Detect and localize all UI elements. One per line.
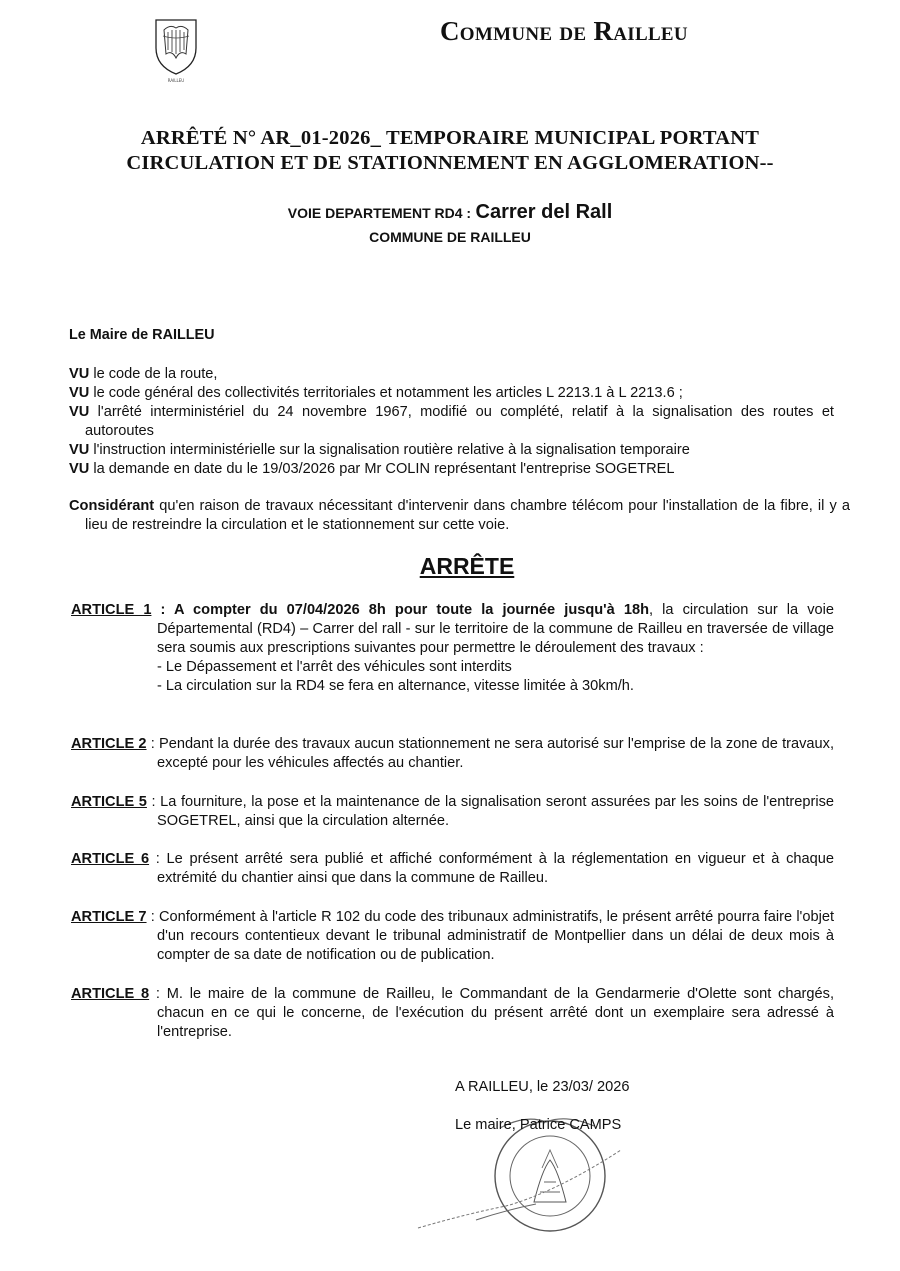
article-6 (71, 850, 834, 888)
vu-text: l'arrêté interministériel du 24 novembre 1967, modifié ou complété, relatif à la signalisation des routes et autoroutes (85, 404, 834, 439)
vu-keyword: VU (69, 404, 90, 420)
article-5-text: : La fourniture, la pose et la maintenance de la signalisation seront assurées par les soins de l'entreprise SOGETREL, ainsi que la circulation alternée. (146, 794, 835, 829)
arrete-title-line-2: CIRCULATION ET DE STATIONNEMENT EN AGGLOMERATION-- (126, 152, 774, 174)
vu-keyword: VU (69, 385, 90, 401)
vu-item (69, 460, 834, 479)
article-8-label: ARTICLE 8 (71, 986, 150, 1002)
article-6-label: ARTICLE 6 (71, 851, 150, 867)
article-2-label: ARTICLE 2 (71, 736, 147, 752)
article-1-bullet: - Le Dépassement et l'arrêt des véhicules sont interdits (157, 659, 512, 675)
commune-subtitle: COMMUNE DE RAILLEU (369, 229, 531, 245)
vu-keyword: VU (69, 442, 90, 458)
considerant-keyword: Considérant (69, 498, 155, 514)
considerant-paragraph (69, 497, 850, 535)
arrete-title (0, 126, 900, 176)
vu-item (69, 403, 834, 441)
maire-heading: Le Maire de RAILLEU (69, 327, 215, 343)
article-7 (71, 908, 834, 965)
article-2 (71, 735, 834, 773)
voie-label: VOIE DEPARTEMENT RD4 : (287, 205, 472, 221)
vu-keyword: VU (69, 461, 90, 477)
commune-title: Commune de Railleu (440, 16, 688, 46)
article-1-text: , la circulation sur la voie Départemental (RD4) – Carrer del rall - sur le territoire de la commune de Railleu en traversée de village sera soumis aux prescriptions suivantes pour permettre le déroulement des travaux : (157, 602, 835, 656)
svg-text:RAILLEU: RAILLEU (167, 78, 185, 83)
voie-line (0, 201, 900, 224)
article-1-bold-text: A compter du 07/04/2026 8h pour toute la journée jusqu'à 18h (173, 602, 650, 618)
voie-name: Carrer del Rall (475, 201, 613, 223)
vu-text: la demande en date du le 19/03/2026 par Mr COLIN représentant l'entreprise SOGETREL (89, 461, 675, 477)
article-1-bullets (157, 658, 834, 696)
arrete-title-line-1: ARRÊTÉ N° AR_01-2026_ TEMPORAIRE MUNICIPAL PORTANT (140, 127, 760, 149)
article-8 (71, 985, 834, 1042)
vu-item (69, 441, 834, 460)
considerant-text: qu'en raison de travaux nécessitant d'intervenir dans chambre télécom pour l'installation de la fibre, il y a lieu de restreindre la circulation et le stationnement sur cette voie. (85, 498, 850, 533)
article-5-label: ARTICLE 5 (71, 794, 147, 810)
vu-text: le code de la route, (89, 366, 218, 382)
article-7-text: : Conformément à l'article R 102 du code des tribunaux administratifs, le présent arrêté pourra faire l'objet d'un recours contentieux devant le tribunal administratif de Montpellier dans un délai de deux mois à compter de sa date de notification ou de publication. (146, 909, 834, 963)
article-1 (71, 601, 834, 696)
article-1-sep: : (151, 602, 174, 618)
article-7-label: ARTICLE 7 (71, 909, 147, 925)
article-1-label: ARTICLE 1 (71, 602, 152, 618)
vu-item (69, 365, 834, 384)
place-date: A RAILLEU, le 23/03/ 2026 (455, 1079, 630, 1095)
signer: Le maire, Patrice CAMPS (455, 1117, 622, 1133)
article-8-text: : M. le maire de la commune de Railleu, le Commandant de la Gendarmerie d'Olette sont chargés, chacun en ce qui le concerne, de l'exécution du présent arrêté dont un exemplaire sera adressé à l'entreprise. (149, 986, 835, 1040)
vu-list (69, 365, 834, 479)
article-1-bullet: - La circulation sur la RD4 se fera en alternance, vitesse limitée à 30km/h. (157, 678, 634, 694)
vu-keyword: VU (69, 366, 90, 382)
article-5 (71, 793, 834, 831)
railleu-crest-logo (150, 14, 202, 86)
vu-item (69, 384, 834, 403)
arrete-heading: ARRÊTE (419, 553, 515, 579)
article-6-text: : Le présent arrêté sera publié et affiché conformément à la réglementation en vigueur et à chaque extrémité du chantier ainsi que dans la commune de Railleu. (149, 851, 834, 886)
vu-text: l'instruction interministérielle sur la signalisation routière relative à la signalisation temporaire (89, 442, 690, 458)
article-2-text: : Pendant la durée des travaux aucun stationnement ne sera autorisé sur l'emprise de la zone de travaux, excepté pour les véhicules affectés au chantier. (146, 736, 835, 771)
vu-text: le code général des collectivités territoriales et notamment les articles L 2213.1 à L 2213.6 ; (89, 385, 683, 401)
